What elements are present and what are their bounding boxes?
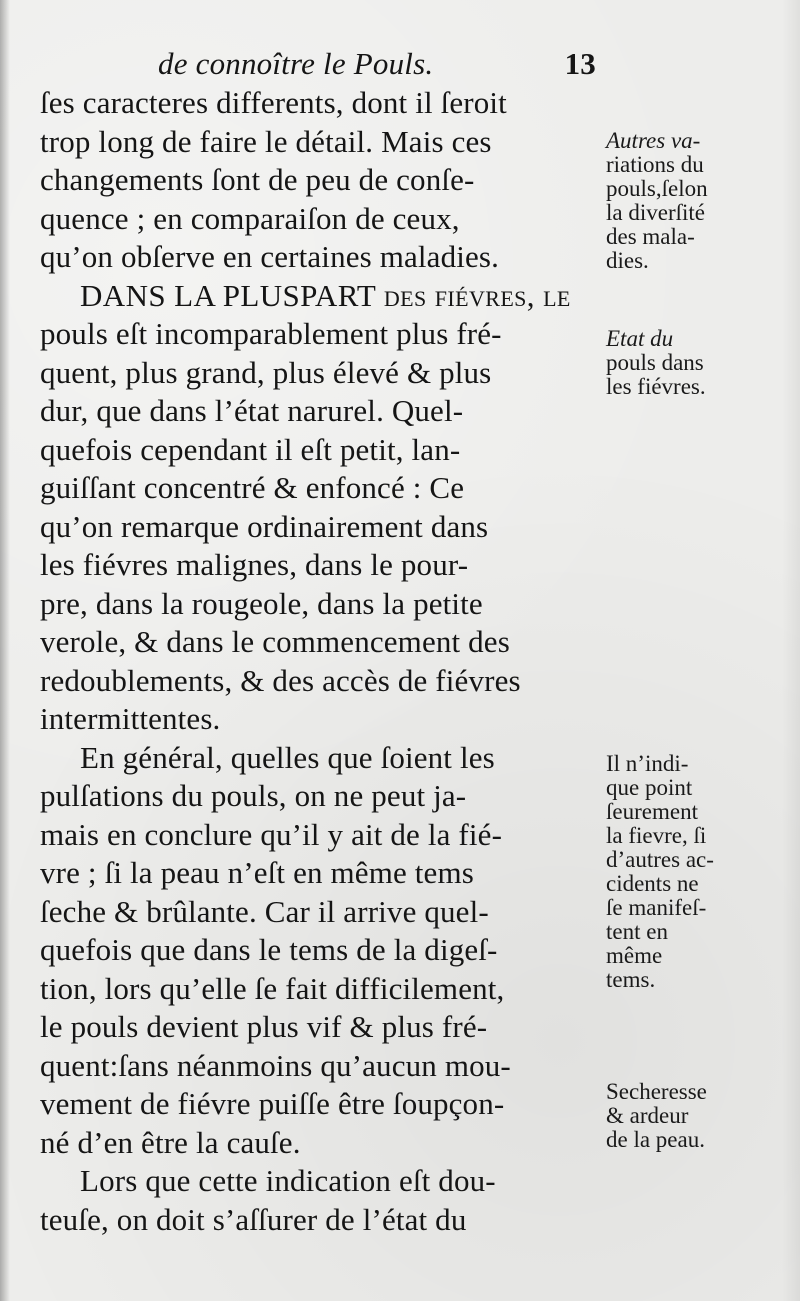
text-line: qu’on remarque ordinairement dans bbox=[40, 508, 489, 544]
text-line: guiſſant concentré & enfoncé : Ce bbox=[40, 470, 465, 505]
text-line: qu’on obſerve en certaines maladies. bbox=[40, 239, 500, 274]
section-lead-text: DANS LA PLUSPART des fiévres, le bbox=[80, 277, 571, 313]
text-line-section-start bbox=[40, 277, 596, 316]
paragraph-lead-text: Lors que cette indication eſt dou- bbox=[80, 1163, 496, 1198]
text-line: verole, & dans le commencement des bbox=[40, 624, 510, 659]
marginal-note-line: même bbox=[606, 943, 663, 968]
text-line: ſes caracteres differents, dont il ſeroit bbox=[40, 85, 507, 120]
marginal-note-line: Secheresse bbox=[606, 1079, 707, 1104]
text-line: intermittentes. bbox=[40, 701, 221, 736]
running-head bbox=[158, 46, 596, 82]
running-head-title: de connoître le Pouls. bbox=[158, 46, 434, 81]
text-line: quefois cependant il eſt petit, lan- bbox=[40, 431, 461, 467]
marginal-note-indication bbox=[606, 752, 756, 992]
text-line: le pouls devient plus vif & plus fré- bbox=[40, 1009, 488, 1044]
marginal-note-variations bbox=[606, 129, 756, 273]
text-line: mais en conclure qu’il y ait de la fié- bbox=[40, 816, 503, 852]
text-line: ſeche & brûlante. Car il arrive quel- bbox=[40, 893, 489, 929]
marginal-note-line: Il n’indi- bbox=[606, 751, 689, 776]
marginal-note-line: tems. bbox=[606, 967, 656, 992]
text-line-paragraph-start bbox=[40, 739, 596, 778]
paragraph-lead-text: En général, quelles que ſoient les bbox=[80, 739, 495, 775]
marginal-note-line: d’autres ac- bbox=[606, 847, 714, 872]
marginal-note-line: pouls dans bbox=[606, 350, 704, 375]
marginal-note-line: ſeurement bbox=[606, 799, 698, 824]
page-number: 13 bbox=[564, 46, 596, 81]
text-line: vement de fiévre puiſſe être ſoupçon- bbox=[40, 1086, 505, 1121]
text-line: changements ſont de peu de conſe- bbox=[40, 162, 475, 197]
text-line: dur, que dans l’état narurel. Quel- bbox=[40, 393, 464, 428]
text-line: vre ; ſi la peau n’eſt en même tems bbox=[40, 855, 474, 890]
text-line: quent:ſans néanmoins qu’aucun mou- bbox=[40, 1047, 511, 1083]
text-line-paragraph-start bbox=[40, 1162, 596, 1201]
marginal-note-line: la fievre, ſi bbox=[606, 823, 707, 848]
marginal-note-fevers bbox=[606, 327, 756, 399]
marginal-note-line: que point bbox=[606, 775, 693, 800]
marginal-note-line: ſe manifeſ- bbox=[606, 895, 707, 920]
marginal-note-line: pouls,ſelon bbox=[606, 176, 708, 201]
text-line: né d’en être la cauſe. bbox=[40, 1124, 301, 1160]
text-line: teuſe, on doit s’aſſurer de l’état du bbox=[40, 1201, 467, 1237]
text-line: les fiévres malignes, dans le pour- bbox=[40, 547, 469, 582]
marginal-note-line: & ardeur bbox=[606, 1103, 689, 1128]
marginal-note-line: de la peau. bbox=[606, 1127, 705, 1152]
marginal-note-line: Etat du bbox=[606, 326, 674, 351]
marginal-note-line: des mala- bbox=[606, 224, 695, 249]
text-line: pulſations du pouls, on ne peut ja- bbox=[40, 778, 467, 813]
marginal-note-line: Autres va- bbox=[606, 128, 701, 153]
marginal-note-skin bbox=[606, 1080, 756, 1152]
text-line: pre, dans la rougeole, dans la petite bbox=[40, 585, 483, 621]
text-line: tion, lors qu’elle ſe fait difficilement, bbox=[40, 970, 505, 1006]
text-line: quence ; en comparaiſon de ceux, bbox=[40, 200, 460, 236]
marginal-note-line: les fiévres. bbox=[606, 374, 706, 399]
marginal-note-line: tent en bbox=[606, 919, 668, 944]
marginal-note-line: la diverſité bbox=[606, 200, 705, 225]
text-line: trop long de faire le détail. Mais ces bbox=[40, 123, 492, 159]
marginal-note-line: cidents ne bbox=[606, 871, 699, 896]
marginal-note-line: dies. bbox=[606, 248, 649, 273]
text-line: quent, plus grand, plus élevé & plus bbox=[40, 354, 492, 390]
text-line: pouls eſt incomparablement plus fré- bbox=[40, 316, 502, 351]
marginal-note-line: riations du bbox=[606, 152, 704, 177]
main-text-block bbox=[40, 84, 596, 1239]
text-line: redoublements, & des accès de fiévres bbox=[40, 662, 521, 698]
text-line: quefois que dans le tems de la digeſ- bbox=[40, 932, 498, 967]
